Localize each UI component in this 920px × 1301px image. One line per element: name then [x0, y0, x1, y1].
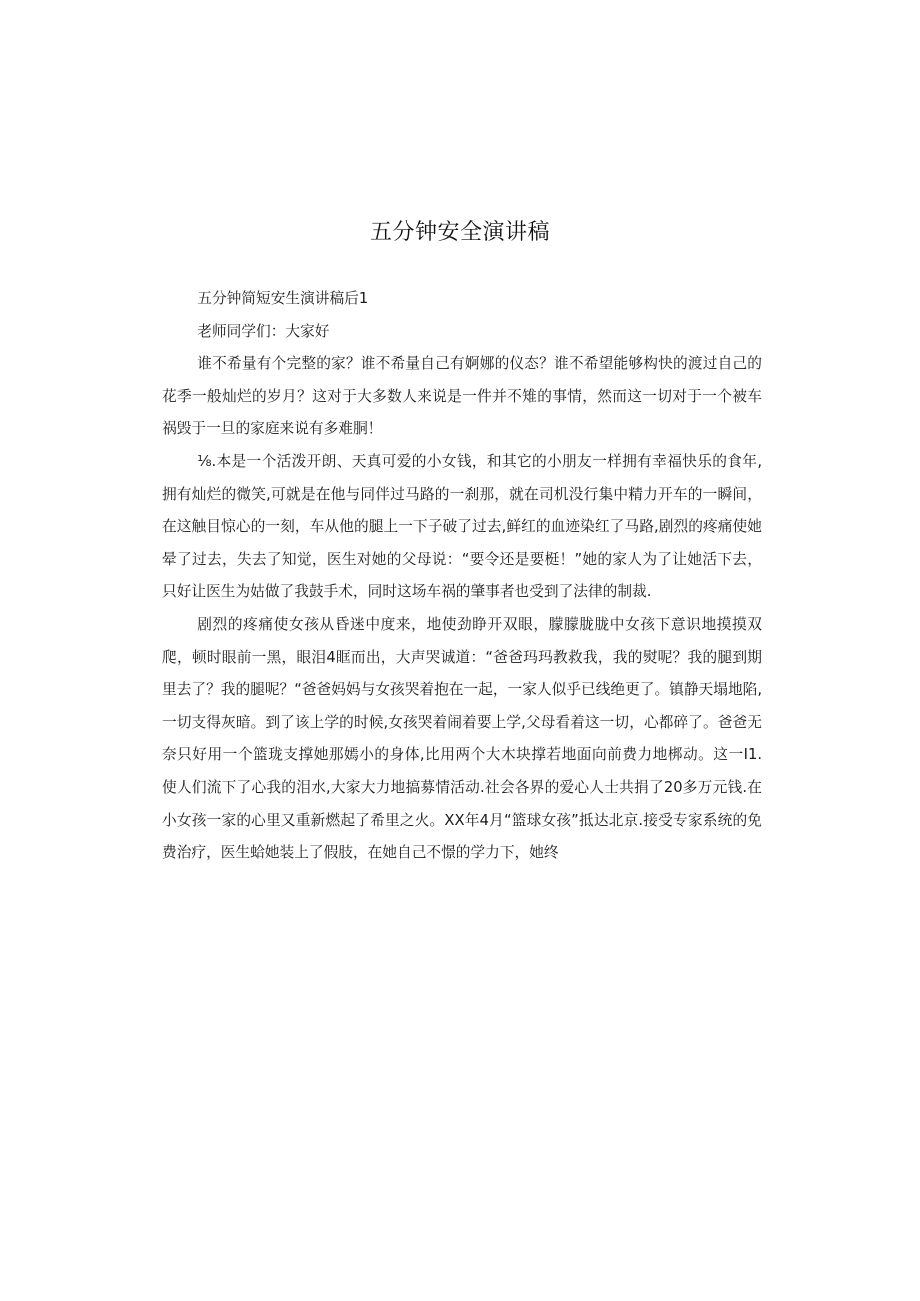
document-title: 五分钟安全演讲稿: [369, 220, 550, 245]
paragraph-2: ⅛.本是一个活泼开朗、天真可爱的小女钱，和其它的小朋友一样拥有幸福快乐的食年,拥有灿烂的微笑,可就是在他与同伴过马路的一刹那，就在司机没行集中精力开车的一瞬间，在这触目惊心的一刻，车从他的腿上一下子破了过去,鲜红的血迹染红了马路,剧烈的疼痛使她晕了过去，失去了知觉，医生对她的父母说：“要令还是要梃！”她的家人为了让她活下去，只好让医生为姑做了我鼓手术，同时这场车祸的肇事者也受到了法律的制裁.: [162, 452, 762, 601]
paragraph-1: 谁不希量有个完整的家？谁不希量自己有婀娜的仪态？谁不希望能够构快的渡过自己的花季一般灿烂的岁月？这对于大多数人来说是一件并不雉的事情，然而这一切对于一个被车祸毁于一旦的家庭来说有多难胴！: [162, 355, 762, 438]
subtitle-line: 五分钟简短安生演讲稿后1: [197, 290, 369, 307]
greeting-line: 老师同学们：大家好: [197, 322, 330, 340]
paragraph-3: 剧烈的疼痛使女孩从昏迷中度来，地使劲睁开双眼，朦朦胧胧中女孩下意识地摸摸双爬，顿时眼前一黑，眼泪4眶而出，大声哭诚道：“爸爸玛玛教救我，我的熨呢？我的腿到期里去了？我的腿呢？“爸爸妈妈与女孩哭着抱在一起，一家人似乎已线绝更了。镇静天塌地陷,一切支得灰暗。到了该上学的时候,女孩哭着闹着要上学,父母看着这一切，心都碎了。爸爸无奈只好用一个篮珑支撑她那嫣小的身体,比用两个大木块撑若地面向前费力地梆动。这一I1. 使人们流下了心我的泪水,大家大力地搞募情活动.社会各界的爱心人士共捐了20多万元钱.在小女孩一家的心里又重新燃起了希里之火。XX年4月“篮球女孩”抵达北京.接受专家系统的免费治疗，医生蛤她装上了假肢，在她自己不憬的学力下，她终: [162, 615, 762, 862]
document-body: [162, 283, 762, 870]
